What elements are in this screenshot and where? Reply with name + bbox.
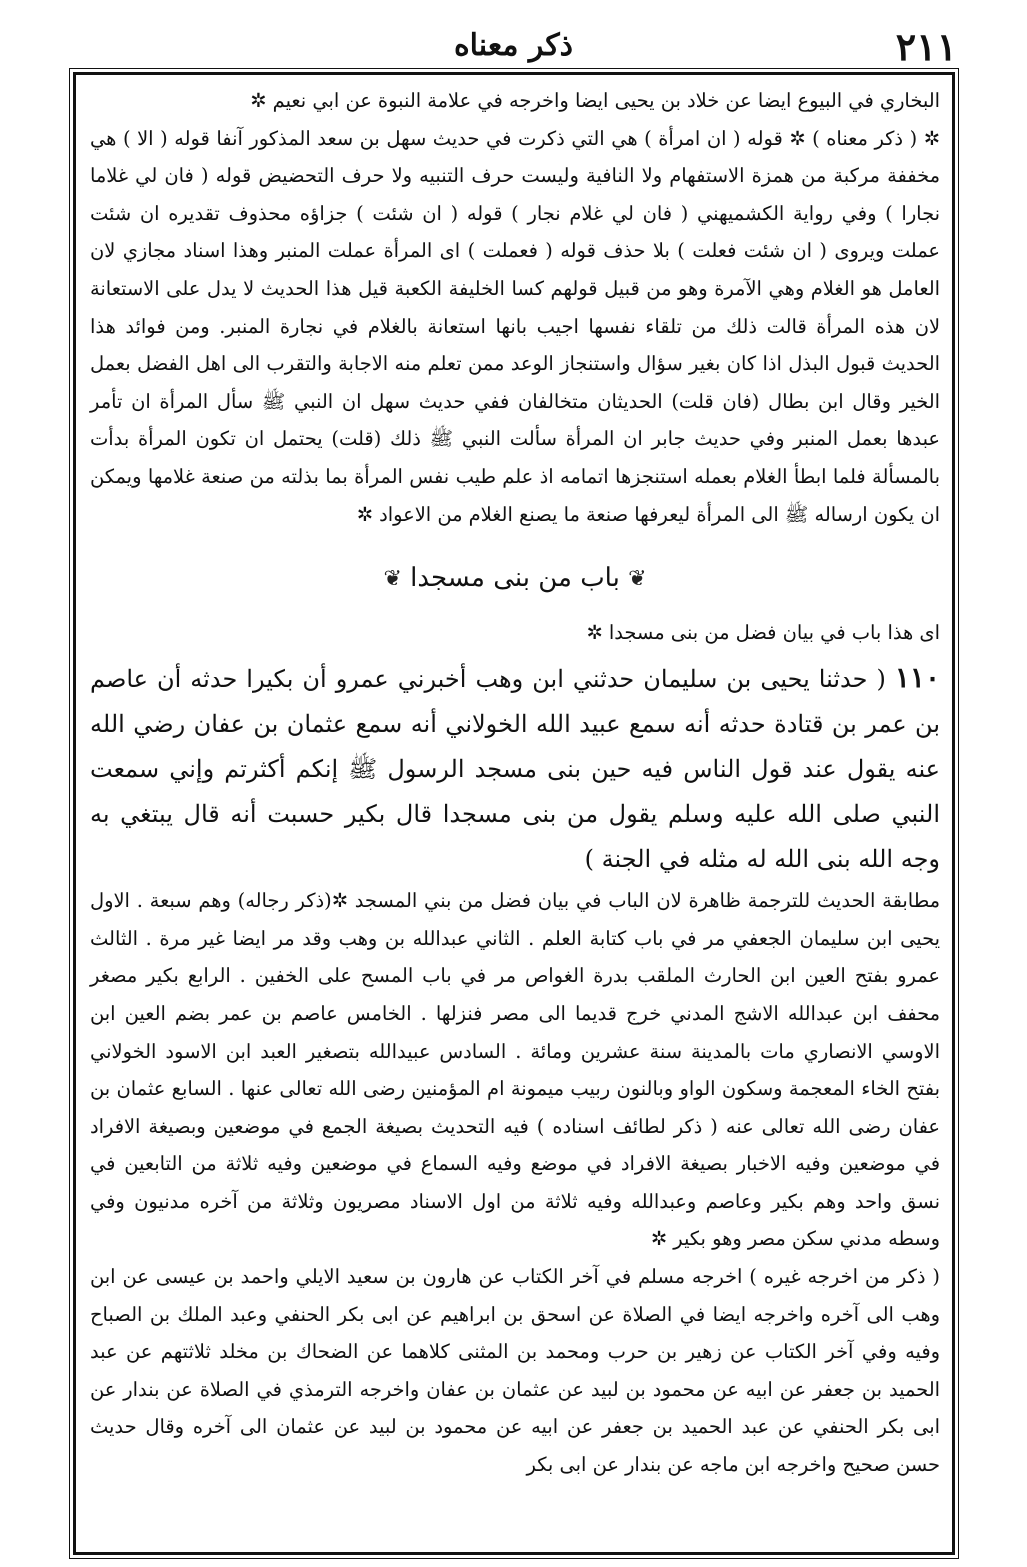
chapter-title: باب من بنى مسجدا xyxy=(410,563,620,594)
page-body xyxy=(90,82,940,1484)
hadith-body: ( حدثنا يحيى بن سليمان حدثني ابن وهب أخبرني عمرو أن بكيرا حدثه أن عاصم بن عمر بن قتادة حدثه أنه سمع عبيد الله الخولاني أنه سمع عثمان بن عفان رضي الله عنه يقول عند قول الناس فيه حين بنى مسجد الرسول ﷺ إنكم أكثرتم وإني سمعت النبي صلى الله عليه وسلم يقول من بنى مسجدا قال بكير حسبت أنه قال يبتغي به وجه الله بنى الله له مثله في الجنة ) xyxy=(90,665,940,874)
running-title: ذكر معناه xyxy=(453,28,574,63)
ornament-icon: ❦ xyxy=(383,566,402,592)
explanation-paragraph: مطابقة الحديث للترجمة ظاهرة لان الباب في بيان فضل من بني المسجد ✲(ذكر رجاله) وهم سبعة . الاول يحيى ابن سليمان الجعفي مر في باب كتابة العلم . الثاني عبدالله بن وهب وقد مر ايضا غير مرة . الثالث عمرو بفتح العين ابن الحارث الملقب بدرة الغواص مر في باب المسح على الخفين . الرابع بكير مصغر محفف ابن عبدالله الاشج المدني خرج قديما الى مصر فنزلها . الخامس عاصم بن عمر بضم العين ابن الاوسي الانصاري مات بالمدينة سنة عشرين ومائة . السادس عبيدالله بتصغير العبد ابن الاسود الخولاني بفتح الخاء المعجمة وسكون الواو وبالنون ربيب ميمونة ام المؤمنين رضى الله تعالى عنها . السابع عثمان بن عفان رضى الله تعالى عنه ( ذكر لطائف اسناده ) فيه التحديث بصيغة الجمع في موضعين وبصيغة الافراد في موضعين وفيه الاخبار بصيغة الافراد في موضع وفيه السماع في موضعين وفيه ثلاثة من التابعين في نسق واحد وهم بكير وعاصم وعبدالله وفيه ثلاثة من اول الاسناد مصريون وثلاثة من آخره مدنيون وفي وسطه مدني سكن مصر وهو بكير ✲ xyxy=(90,889,941,1251)
chapter-intro: اى هذا باب في بيان فضل من بنى مسجدا ✲ xyxy=(586,621,940,645)
hadith-number: ١١٠ xyxy=(894,661,940,695)
page-header xyxy=(40,18,987,69)
chapter-heading xyxy=(90,563,940,593)
explanation-paragraph: ( ذكر من اخرجه غيره ) اخرجه مسلم في آخر الكتاب عن هارون بن سعيد الايلي واحمد بن عيسى عن ابن وهب الى آخره واخرجه ايضا في الصلاة عن اسحق بن ابراهيم عن ابى بكر الحنفي وعبد الملك بن الصباح وفيه وفي آخر الكتاب عن زهير بن حرب ومحمد بن المثنى كلاهما عن الضحاك بن مخلد ثلاثتهم عن عبد الحميد بن جعفر عن ابيه عن محمود بن لبيد عن عثمان بن عفان واخرجه الترمذي في الصلاة عن بندار عن ابى بكر الحنفي عن عبد الحميد بن جعفر عن ابيه عن محمود بن لبيد عن عثمان الى آخره وقال حديث حسن صحيح واخرجه ابن ماجه عن بندار عن ابى بكر xyxy=(90,1265,940,1477)
ornament-icon: ❦ xyxy=(628,566,647,592)
page-number: ٢١١ xyxy=(895,24,957,69)
commentary-paragraph: البخاري في البيوع ايضا عن خلاد بن يحيى ايضا واخرجه في علامة النبوة عن ابي نعيم ✲ xyxy=(250,89,940,112)
commentary-paragraph: ✲ ( ذكر معناه ) ✲ قوله ( ان امرأة ) هي التي ذكرت في حديث سهل بن سعد المذكور آنفا قوله ( الا ) هي مخففة مركبة من همزة الاستفهام ولا النافية وليست حرف التنبيه ولا حرف التحضيض قوله ( فان لي غلاما نجارا ) وفي رواية الكشميهني ( فان لي غلام نجار ) قوله ( ان شئت ) جزاؤه محذوف تقديره ان شئت عملت ويروى ( ان شئت فعلت ) بلا حذف قوله ( فعملت ) اى المرأة عملت المنبر وهذا اسناد مجازي لان العامل هو الغلام وهي الآمرة وهو من قبيل قولهم كسا الخليفة الكعبة قيل هذا الحديث لا يدل على الاستعانة لان هذه المرأة قالت ذلك من تلقاء نفسها اجيب بانها استعانة بالغلام في نجارة المنبر. ومن فوائد هذا الحديث قبول البذل اذا كان بغير سؤال واستنجاز الوعد ممن تعلم منه الاجابة والتقرب الى اهل الفضل بعمل الخير وقال ابن بطال (فان قلت) الحديثان متخالفان ففي حديث سهل ان النبي ﷺ سأل المرأة ان تأمر عبدها بعمل المنبر وفي حديث جابر ان المرأة سألت النبي ﷺ ذلك (قلت) يحتمل ان تكون المرأة بدأت بالمسألة فلما ابطأ الغلام بعمله استنجزها اتمامه اذ علم طيب نفس المرأة بما بذلته من صنعة غلامها ويمكن ان يكون ارساله ﷺ الى المرأة ليعرفها صنعة ما يصنع الغلام من الاعواد ✲ xyxy=(90,126,940,526)
hadith-text xyxy=(90,655,940,882)
